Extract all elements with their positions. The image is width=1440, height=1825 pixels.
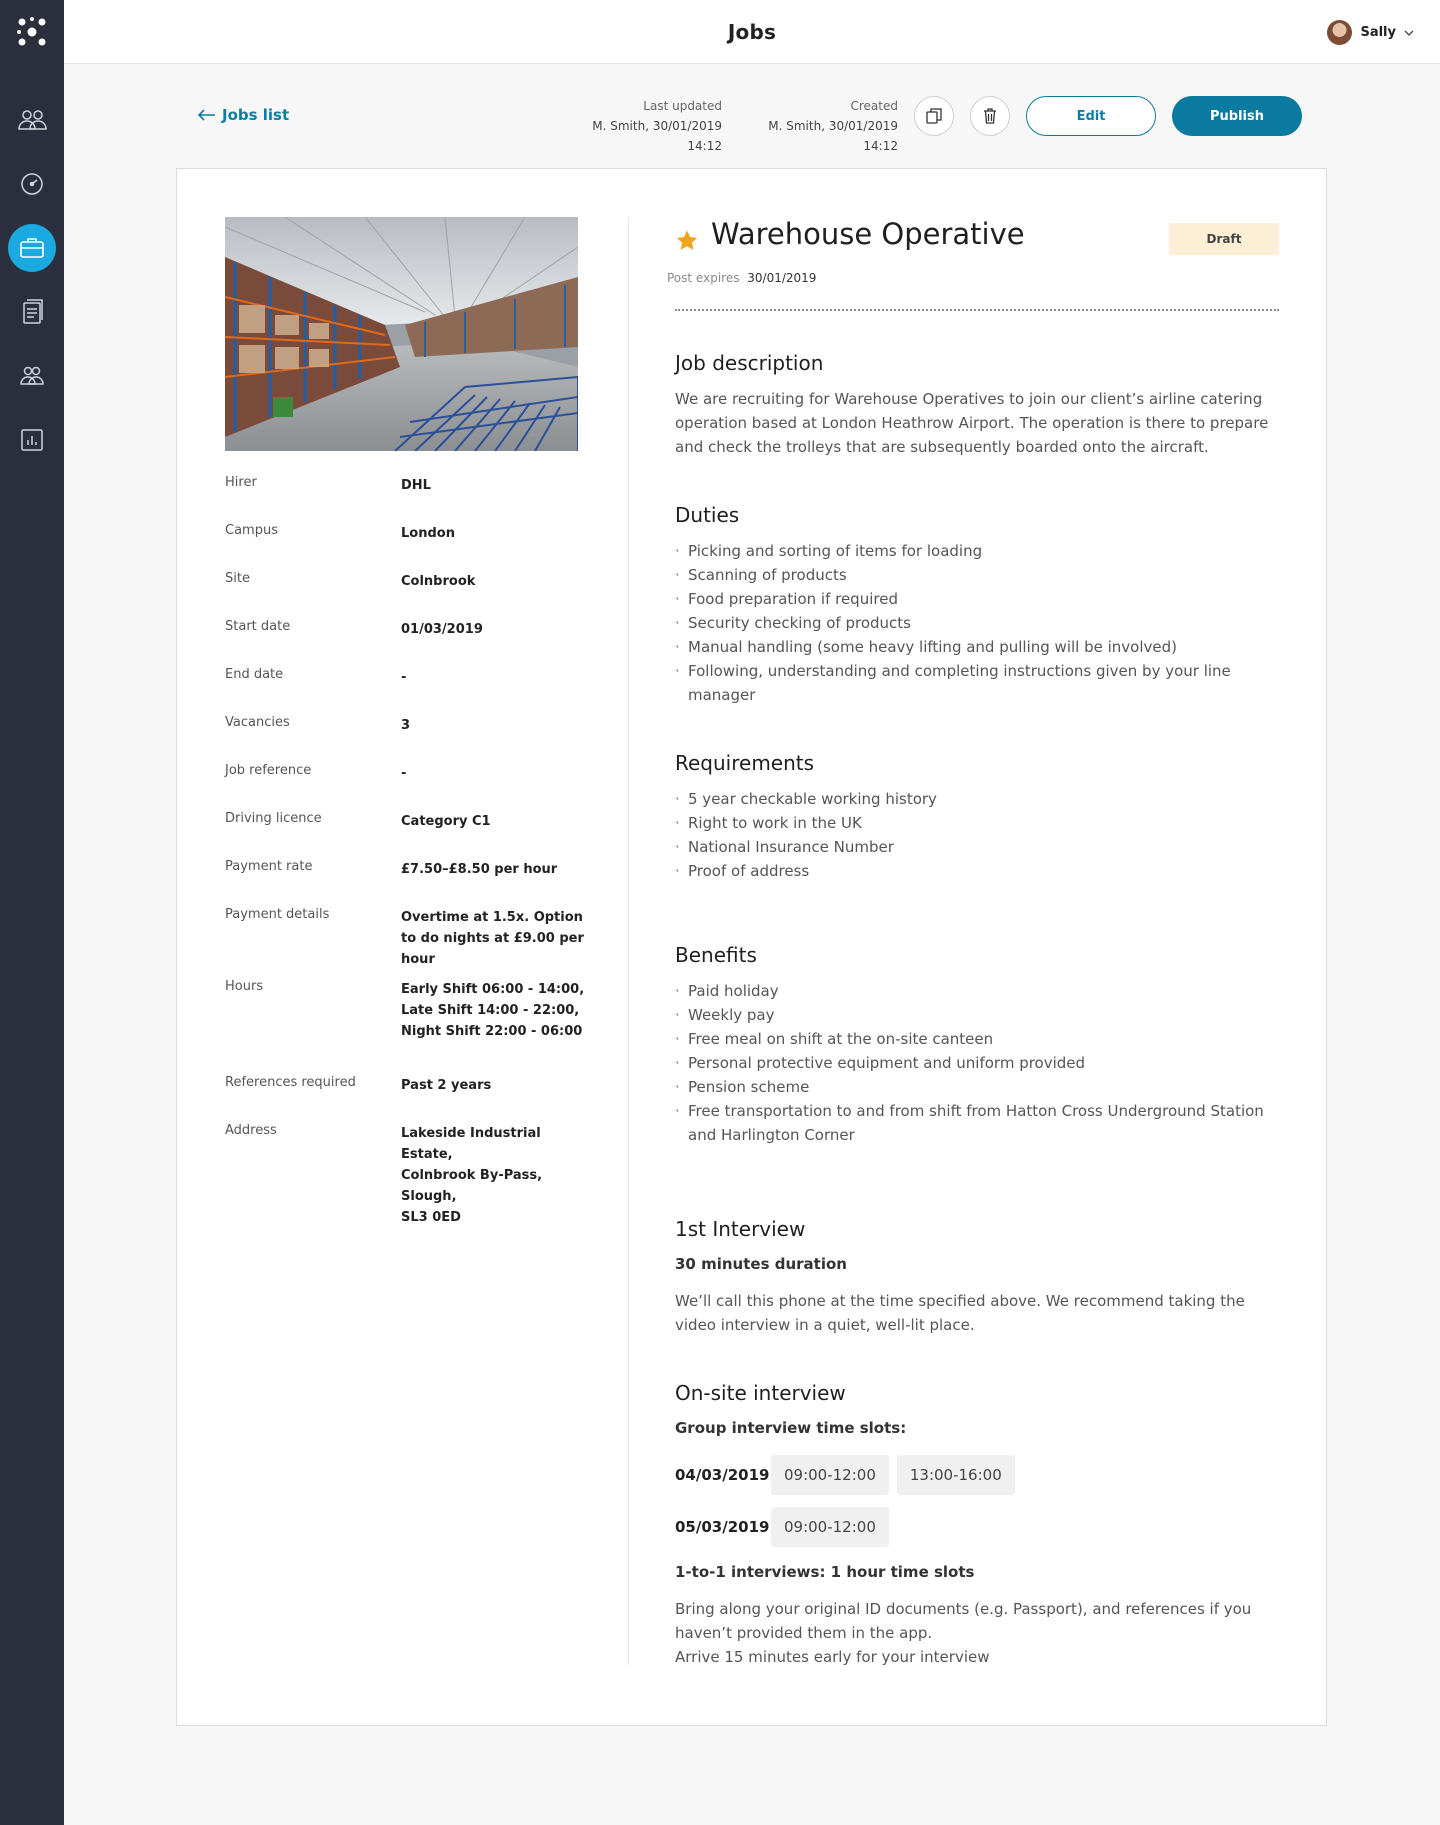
last-updated-meta bbox=[560, 96, 722, 156]
detail-label: Address bbox=[225, 1123, 277, 1138]
slot-row bbox=[675, 1507, 889, 1547]
back-link-label: Jobs list bbox=[222, 106, 290, 124]
nav-item-documents[interactable] bbox=[8, 288, 56, 336]
post-expires-value: 30/01/2019 bbox=[747, 271, 817, 285]
list-item: · Free transportation to and from shift from Hatton Cross Underground Station and Harlington Corner bbox=[675, 1099, 1279, 1147]
nav-item-reports[interactable] bbox=[8, 416, 56, 464]
detail-value: - bbox=[401, 670, 407, 685]
onsite-text-1: Bring along your original ID documents (e.g. Passport), and references if you haven’t provided them in the app. bbox=[675, 1600, 1252, 1642]
status-badge: Draft bbox=[1169, 223, 1279, 255]
detail-label: Job reference bbox=[225, 763, 312, 778]
user-menu[interactable] bbox=[1327, 20, 1414, 45]
nav-item-dashboard[interactable] bbox=[8, 160, 56, 208]
slot-date: 05/03/2019 bbox=[675, 1518, 770, 1536]
first-interview-text: We’ll call this phone at the time specified above. We recommend taking the video interview in a quiet, well-lit place. bbox=[675, 1292, 1245, 1334]
list-item: · Security checking of products bbox=[675, 611, 1279, 635]
requirements-heading: Requirements bbox=[675, 751, 815, 775]
detail-value: Category C1 bbox=[401, 814, 491, 829]
onsite-interview-heading: On-site interview bbox=[675, 1381, 846, 1405]
benefits-list bbox=[675, 979, 1279, 1147]
publish-button[interactable]: Publish bbox=[1172, 96, 1302, 136]
job-title: Warehouse Operative bbox=[711, 217, 1025, 251]
duties-list bbox=[675, 539, 1279, 707]
app-logo-icon[interactable] bbox=[16, 16, 48, 48]
created-label: Created bbox=[850, 99, 898, 113]
one-to-one-label: 1-to-1 interviews: 1 hour time slots bbox=[675, 1563, 975, 1581]
avatar bbox=[1327, 20, 1352, 45]
group-icon bbox=[15, 359, 49, 393]
list-item: · Proof of address bbox=[675, 859, 1279, 883]
detail-label: References required bbox=[225, 1075, 356, 1090]
list-item: · 5 year checkable working history bbox=[675, 787, 1279, 811]
list-item: · Right to work in the UK bbox=[675, 811, 1279, 835]
list-item: · Personal protective equipment and uniform provided bbox=[675, 1051, 1279, 1075]
documents-icon bbox=[15, 295, 49, 329]
page-title: Jobs bbox=[727, 20, 777, 44]
list-item: · Food preparation if required bbox=[675, 587, 1279, 611]
nav-item-jobs[interactable] bbox=[8, 224, 56, 272]
nav-item-groups[interactable] bbox=[8, 352, 56, 400]
copy-icon bbox=[925, 107, 943, 125]
detail-label: Hours bbox=[225, 979, 264, 994]
detail-label: Payment details bbox=[225, 907, 330, 922]
job-description-text: We are recruiting for Warehouse Operatives to join our client’s airline catering operation based at London Heathrow Airport. The operation is there to prepare and check the trolleys that are subsequently boarded onto the aircraft. bbox=[675, 390, 1269, 456]
user-name: Sally bbox=[1360, 25, 1396, 40]
time-slot-chip[interactable]: 09:00-12:00 bbox=[771, 1507, 889, 1547]
list-item: · Picking and sorting of items for loading bbox=[675, 539, 1279, 563]
onsite-text-2: Arrive 15 minutes early for your interview bbox=[675, 1648, 990, 1666]
created-value: M. Smith, 30/01/2019 14:12 bbox=[768, 119, 898, 153]
detail-label: Vacancies bbox=[225, 715, 290, 730]
post-expires-label: Post expires bbox=[667, 271, 740, 285]
slot-row bbox=[675, 1455, 1015, 1495]
detail-value: Overtime at 1.5x. Option to do nights at £9.00 per hour bbox=[401, 910, 584, 967]
detail-value: - bbox=[401, 766, 407, 781]
detail-value: 3 bbox=[401, 718, 411, 733]
last-updated-value: M. Smith, 30/01/2019 14:12 bbox=[592, 119, 722, 153]
dotted-divider bbox=[675, 309, 1279, 311]
created-meta bbox=[736, 96, 898, 156]
requirements-list bbox=[675, 787, 1279, 883]
list-item: · Paid holiday bbox=[675, 979, 1279, 1003]
star-icon[interactable] bbox=[675, 229, 699, 253]
time-slot-chip[interactable]: 13:00-16:00 bbox=[897, 1455, 1015, 1495]
detail-value: Early Shift 06:00 - 14:00, Late Shift 14:00 - 22:00, Night Shift 22:00 - 06:00 bbox=[401, 982, 585, 1039]
detail-label: End date bbox=[225, 667, 284, 682]
post-expires bbox=[667, 271, 816, 285]
detail-value: Past 2 years bbox=[401, 1078, 492, 1093]
duties-heading: Duties bbox=[675, 503, 740, 527]
job-card bbox=[176, 168, 1327, 1726]
nav-item-people[interactable] bbox=[8, 96, 56, 144]
detail-label: Driving licence bbox=[225, 811, 322, 826]
sidebar bbox=[0, 0, 64, 1825]
trash-icon bbox=[981, 107, 999, 125]
top-bar bbox=[64, 0, 1440, 64]
last-updated-label: Last updated bbox=[643, 99, 722, 113]
slot-date: 04/03/2019 bbox=[675, 1466, 770, 1484]
detail-value: 01/03/2019 bbox=[401, 622, 483, 637]
briefcase-icon bbox=[15, 231, 49, 265]
detail-value: Lakeside Industrial Estate, Colnbrook By-Pass, Slough, SL3 0ED bbox=[401, 1126, 543, 1225]
list-item: · Pension scheme bbox=[675, 1075, 1279, 1099]
list-item: · National Insurance Number bbox=[675, 835, 1279, 859]
chevron-down-icon bbox=[1404, 28, 1414, 38]
first-interview-duration: 30 minutes duration bbox=[675, 1255, 847, 1273]
group-slots-label: Group interview time slots: bbox=[675, 1419, 907, 1437]
first-interview-heading: 1st Interview bbox=[675, 1217, 806, 1241]
dashboard-icon bbox=[15, 167, 49, 201]
job-description-heading: Job description bbox=[675, 351, 824, 375]
column-divider bbox=[628, 217, 629, 1665]
detail-value: Colnbrook bbox=[401, 574, 476, 589]
detail-label: Payment rate bbox=[225, 859, 313, 874]
job-image bbox=[225, 217, 578, 451]
list-item: · Manual handling (some heavy lifting and pulling will be involved) bbox=[675, 635, 1279, 659]
detail-label: Campus bbox=[225, 523, 278, 538]
delete-button[interactable] bbox=[970, 96, 1010, 136]
edit-button[interactable]: Edit bbox=[1026, 96, 1156, 136]
report-icon bbox=[15, 423, 49, 457]
detail-label: Start date bbox=[225, 619, 291, 634]
detail-value: London bbox=[401, 526, 455, 541]
people-icon bbox=[15, 103, 49, 137]
detail-value: DHL bbox=[401, 478, 431, 493]
arrow-left-icon bbox=[198, 109, 216, 121]
detail-value: £7.50–£8.50 per hour bbox=[401, 862, 558, 877]
list-item: · Following, understanding and completing instructions given by your line manager bbox=[675, 659, 1279, 707]
list-item: · Scanning of products bbox=[675, 563, 1279, 587]
back-to-jobs-list-link[interactable] bbox=[198, 106, 289, 124]
detail-label: Site bbox=[225, 571, 250, 586]
detail-label: Hirer bbox=[225, 475, 257, 490]
duplicate-button[interactable] bbox=[914, 96, 954, 136]
benefits-heading: Benefits bbox=[675, 943, 757, 967]
list-item: · Free meal on shift at the on-site canteen bbox=[675, 1027, 1279, 1051]
time-slot-chip[interactable]: 09:00-12:00 bbox=[771, 1455, 889, 1495]
list-item: · Weekly pay bbox=[675, 1003, 1279, 1027]
